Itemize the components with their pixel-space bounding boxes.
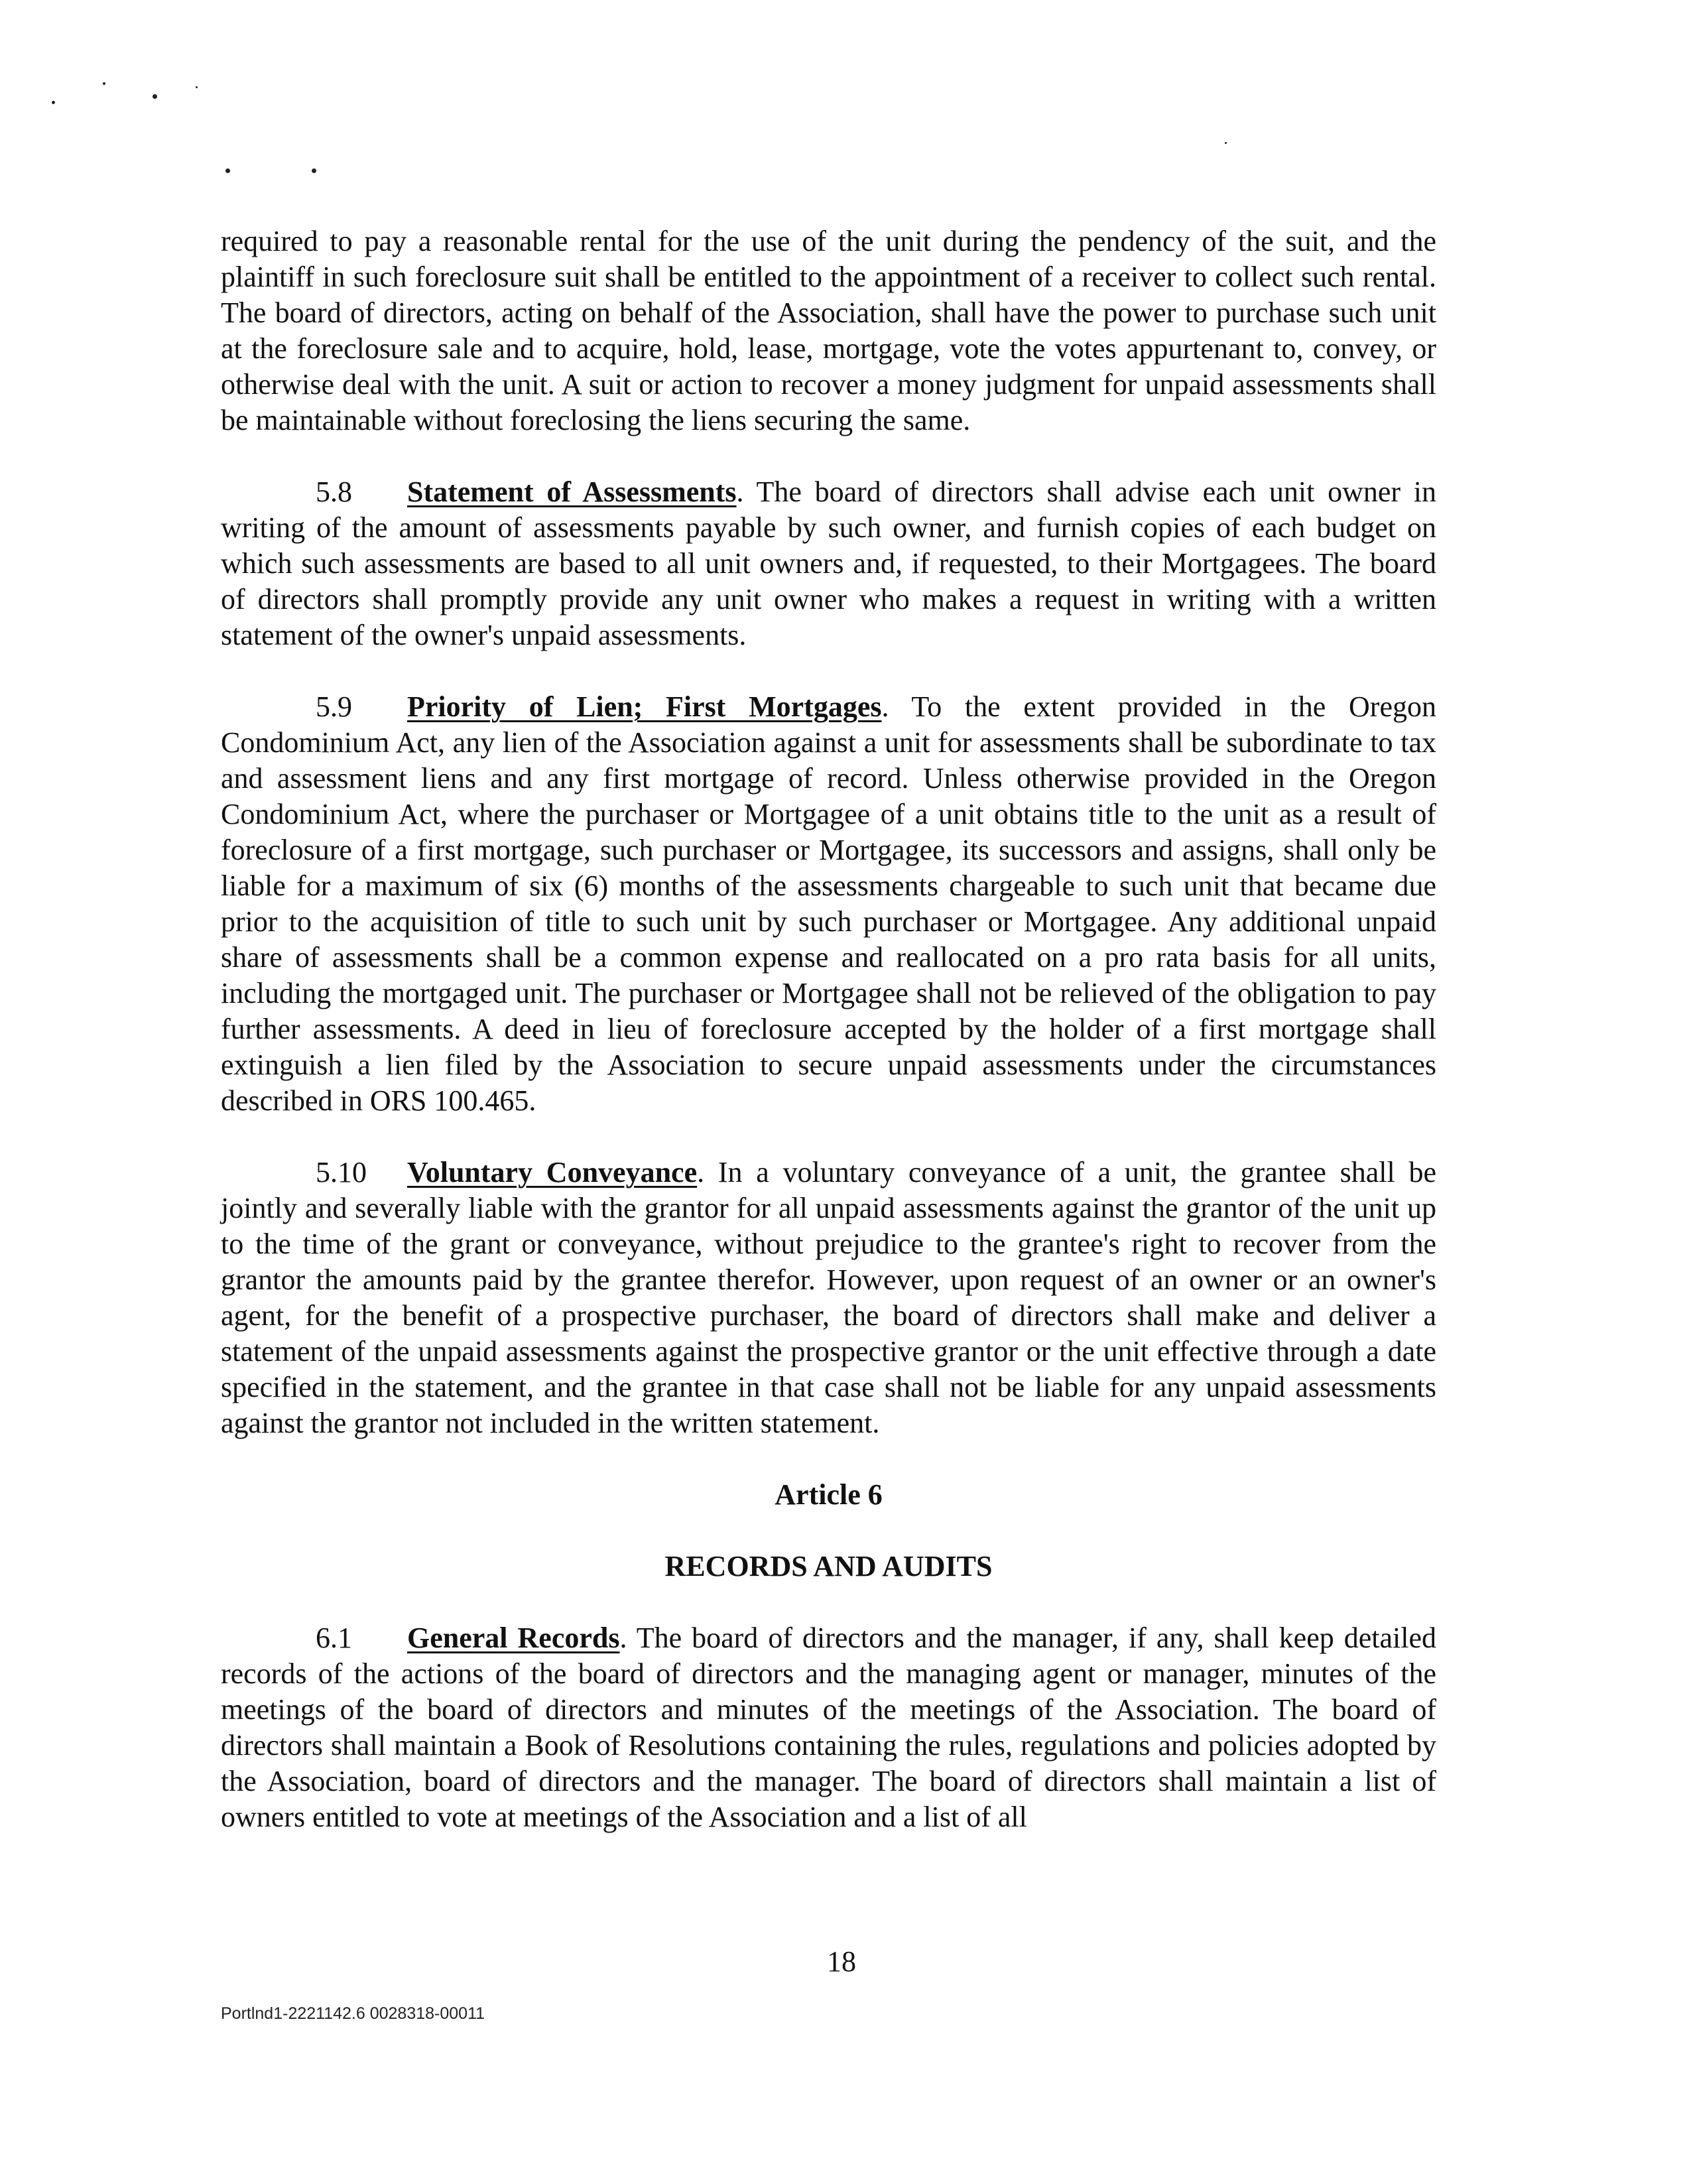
section-title: Statement of Assessments xyxy=(407,476,737,508)
section-5-9 xyxy=(221,689,1436,1119)
scan-speck xyxy=(52,101,55,104)
section-5-10 xyxy=(221,1155,1436,1441)
page-number: 18 xyxy=(827,1945,856,1978)
scan-speck xyxy=(196,86,198,88)
section-title: Voluntary Conveyance xyxy=(407,1156,698,1188)
section-text: . The board of directors shall advise each unit owner in writing of the amount of assessments payable by such owner, and furnish copies of each budget on which such assessments are based to all unit owners and, if requested, to their Mortgagees. The board of directors shall promptly provide any unit owner who makes a request in writing with a written statement of the owner's unpaid assessments. xyxy=(221,476,1436,651)
section-number: 6.1 xyxy=(316,1622,352,1654)
section-text: . The board of directors and the manager, if any, shall keep detailed records of the actions of the board of directors and the managing agent or manager, minutes of the meetings of the board of directors and minutes of the meetings of the Association. The board of directors shall maintain a Book of Resolutions containing the rules, regulations and policies adopted by the Association, board of directors and the manager. The board of directors shall maintain a list of owners entitled to vote at meetings of the Association and a list of all xyxy=(221,1622,1436,1833)
section-title: Priority of Lien; First Mortgages xyxy=(407,690,882,723)
scan-speck xyxy=(153,94,157,99)
section-title: General Records xyxy=(407,1622,620,1654)
scan-speck xyxy=(225,168,230,173)
article-heading: RECORDS AND AUDITS xyxy=(664,1550,993,1582)
scan-speck xyxy=(1225,142,1227,144)
section-text: . In a voluntary conveyance of a unit, the grantee shall be jointly and severally liable with the grantor for all unpaid assessments against the grantor of the unit up to the time of the grant or conveyance, without prejudice to the grantee's right to recover from the grantor the amounts paid by the grantee therefor. However, upon request of an owner or an owner's agent, for the benefit of a prospective purchaser, the board of directors shall make and deliver a statement of the unpaid assessments against the prospective grantor or the unit effective through a date specified in the statement, and the grantee in that case shall not be liable for any unpaid assessments against the grantor not included in the written statement. xyxy=(221,1156,1436,1439)
scan-speck xyxy=(312,168,316,173)
section-6-1 xyxy=(221,1620,1436,1835)
article-label: Article 6 xyxy=(775,1478,883,1511)
section-number: 5.10 xyxy=(316,1156,367,1188)
section-5-8 xyxy=(221,474,1436,653)
scan-speck xyxy=(103,82,105,85)
section-number: 5.9 xyxy=(316,690,352,723)
section-text: . To the extent provided in the Oregon Condominium Act, any lien of the Association against a unit for assessments shall be subordinate to tax and assessment liens and any first mortgage of record. Unless otherwise provided in the Oregon Condominium Act, where the purchaser or Mortgagee of a unit obtains title to the unit as a result of foreclosure of a first mortgage, such purchaser or Mortgagee, its successors and assigns, shall only be liable for a maximum of six (6) months of the assessments chargeable to such unit that became due prior to the acquisition of title to such unit by such purchaser or Mortgagee. Any additional unpaid share of assessments shall be a common expense and reallocated on a pro rata basis for all units, including the mortgaged unit. The purchaser or Mortgagee shall not be relieved of the obligation to pay further assessments. A deed in lieu of foreclosure accepted by the holder of a first mortgage shall extinguish a lien filed by the Association to secure unpaid assessments under the circumstances described in ORS 100.465. xyxy=(221,690,1436,1117)
document-body xyxy=(221,224,1436,1871)
section-number: 5.8 xyxy=(316,476,352,508)
continuation-paragraph: required to pay a reasonable rental for the use of the unit during the pendency of the suit, and the plaintiff in such foreclosure suit shall be entitled to the appointment of a receiver to collect such rental. The board of directors, acting on behalf of the Association, shall have the power to purchase such unit at the foreclosure sale and to acquire, hold, lease, mortgage, vote the votes appurtenant to, convey, or otherwise deal with the unit. A suit or action to recover a money judgment for unpaid assessments shall be maintainable without foreclosing the liens securing the same. xyxy=(221,225,1436,436)
document-footer-id: Portlnd1-2221142.6 0028318-00011 xyxy=(221,2004,485,2023)
